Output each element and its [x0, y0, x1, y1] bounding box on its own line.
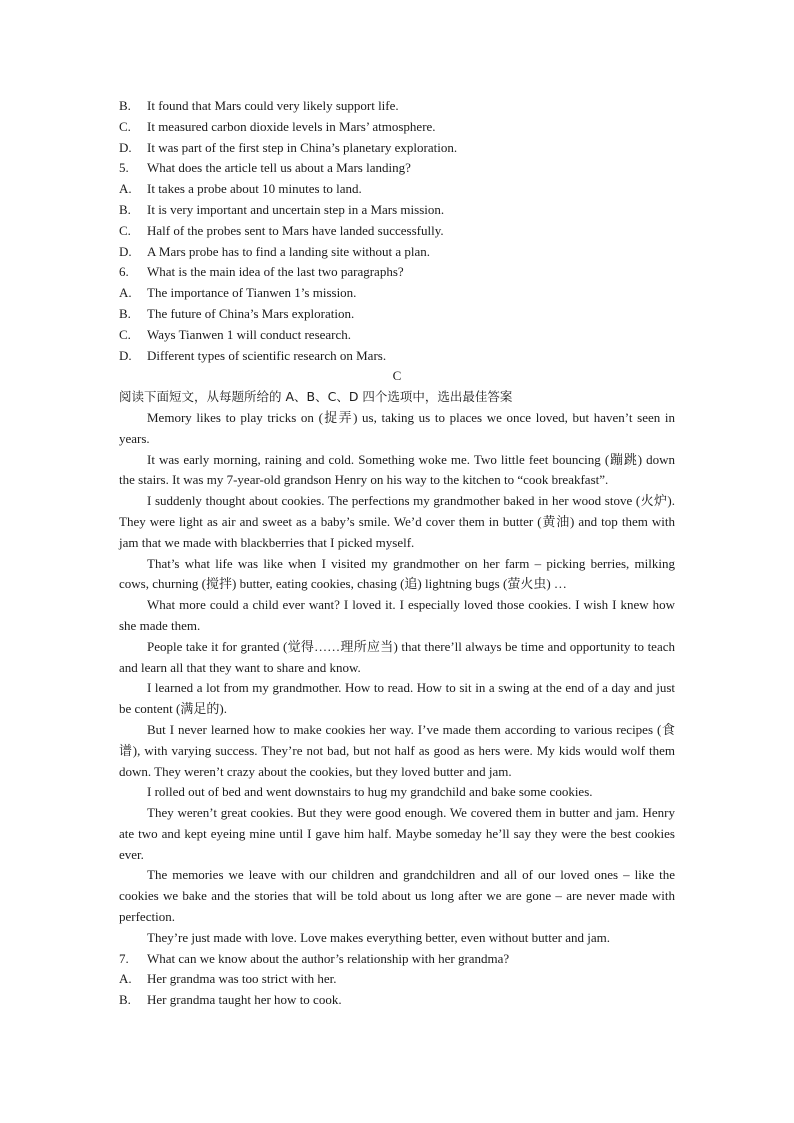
question-list-bottom: [119, 949, 675, 1011]
option-d-q5: [119, 242, 675, 263]
passage-paragraph: But I never learned how to make cookies her way. I’ve made them according to various recipes (食谱), with varying success. They’re not bad, but not half as good as hers were. My kids would wolf them down. They weren’t crazy about the cookies, but they loved butter and jam.: [119, 721, 675, 779]
option-text: It measured carbon dioxide levels in Mars’ atmosphere.: [147, 118, 436, 134]
passage-paragraph: They weren’t great cookies. But they were good enough. We covered them in butter and jam. Henry ate two and kept eyeing mine until I gave him half. Maybe someday he’ll say they were the best cookies ever.: [119, 805, 675, 862]
question-7: [119, 949, 675, 970]
passage-paragraph: Memory likes to play tricks on (捉弄) us, taking us to places we once loved, but haven’t seen in years.: [119, 409, 675, 446]
option-b-q6: [119, 304, 675, 325]
section-instruction: 阅读下面短文，从每题所给的 A、B、C、D 四个选项中，选出最佳答案: [119, 389, 513, 405]
option-label: A.: [119, 971, 132, 987]
passage-paragraph: That’s what life was like when I visited my grandmother on her farm – picking berries, milking cows, churning (搅拌) butter, eating cookies, chasing (追) lightning bugs (萤火虫) …: [119, 555, 675, 592]
option-text: Different types of scientific research on Mars.: [147, 347, 387, 363]
option-label: C.: [119, 118, 131, 134]
option-text: It takes a probe about 10 minutes to land.: [147, 181, 362, 197]
option-b-q7: [119, 990, 675, 1011]
question-number: 6.: [119, 264, 129, 280]
option-a-q6: [119, 283, 675, 304]
option-label: C.: [119, 222, 131, 238]
option-label: B.: [119, 992, 131, 1008]
option-a-q7: [119, 969, 675, 990]
passage-paragraph: What more could a child ever want? I loved it. I especially loved those cookies. I wish I knew how she made them.: [119, 597, 675, 633]
option-text: Her grandma taught her how to cook.: [147, 992, 342, 1008]
option-c-q6: [119, 325, 675, 346]
option-b-q5: [119, 200, 675, 221]
option-text: Ways Tianwen 1 will conduct research.: [147, 326, 352, 342]
option-d-q6: [119, 346, 675, 367]
option-label: D.: [119, 347, 132, 363]
passage-paragraph: It was early morning, raining and cold. Something woke me. Two little feet bouncing (蹦跳) down the stairs. It was my 7-year-old grandson Henry on his way to the kitchen to “cook breakfast”.: [119, 451, 675, 488]
option-label: B.: [119, 305, 131, 321]
option-c-q5: [119, 221, 675, 242]
question-number: 5.: [119, 160, 129, 176]
question-number: 7.: [119, 950, 129, 966]
option-b-q4: [119, 96, 675, 117]
option-text: It found that Mars could very likely support life.: [147, 98, 399, 113]
option-text: It is very important and uncertain step in a Mars mission.: [147, 201, 445, 217]
question-text: What can we know about the author’s relationship with her grandma?: [147, 950, 510, 966]
option-label: B.: [119, 201, 131, 217]
section-heading: C: [392, 368, 402, 384]
question-text: What is the main idea of the last two paragraphs?: [147, 264, 404, 280]
option-label: D.: [119, 139, 132, 155]
option-text: It was part of the first step in China’s planetary exploration.: [147, 139, 458, 155]
passage-paragraph: People take it for granted (觉得……理所应当) that there’ll always be time and opportunity to teach and learn all that they want to share and know.: [119, 638, 675, 675]
question-text: What does the article tell us about a Mars landing?: [147, 160, 411, 176]
option-label: C.: [119, 326, 131, 342]
question-6: [119, 262, 675, 283]
document-content: [119, 96, 675, 1011]
reading-passage: [119, 408, 675, 949]
option-text: The future of China’s Mars exploration.: [147, 305, 355, 321]
passage-paragraph: I rolled out of bed and went downstairs to hug my grandchild and bake some cookies.: [147, 784, 593, 800]
passage-paragraph: They’re just made with love. Love makes everything better, even without butter and jam.: [147, 929, 611, 945]
option-label: A.: [119, 285, 132, 301]
option-label: A.: [119, 181, 132, 197]
option-a-q5: [119, 179, 675, 200]
question-5: [119, 158, 675, 179]
option-text: A Mars probe has to find a landing site without a plan.: [147, 243, 431, 259]
option-label: D.: [119, 243, 132, 259]
option-label: B.: [119, 98, 131, 113]
passage-paragraph: I suddenly thought about cookies. The perfections my grandmother baked in her wood stove (火炉). They were light as air and sweet as a baby’s smile. We’d cover them in butter (黄油) and top them with jam that we made with blackberries that I picked myself.: [119, 493, 675, 550]
option-d-q4: [119, 138, 675, 159]
option-text: Her grandma was too strict with her.: [147, 971, 337, 987]
option-text: Half of the probes sent to Mars have landed successfully.: [147, 222, 444, 238]
option-text: The importance of Tianwen 1’s mission.: [147, 285, 357, 301]
option-c-q4: [119, 117, 675, 138]
passage-paragraph: The memories we leave with our children and grandchildren and all of our loved ones – like the cookies we bake and the stories that will be told about us long after we are gone – are never made with perfection.: [119, 867, 675, 925]
passage-paragraph: I learned a lot from my grandmother. How to read. How to sit in a swing at the end of a day and just be content (满足的).: [119, 680, 675, 717]
question-list-top: [119, 96, 675, 366]
